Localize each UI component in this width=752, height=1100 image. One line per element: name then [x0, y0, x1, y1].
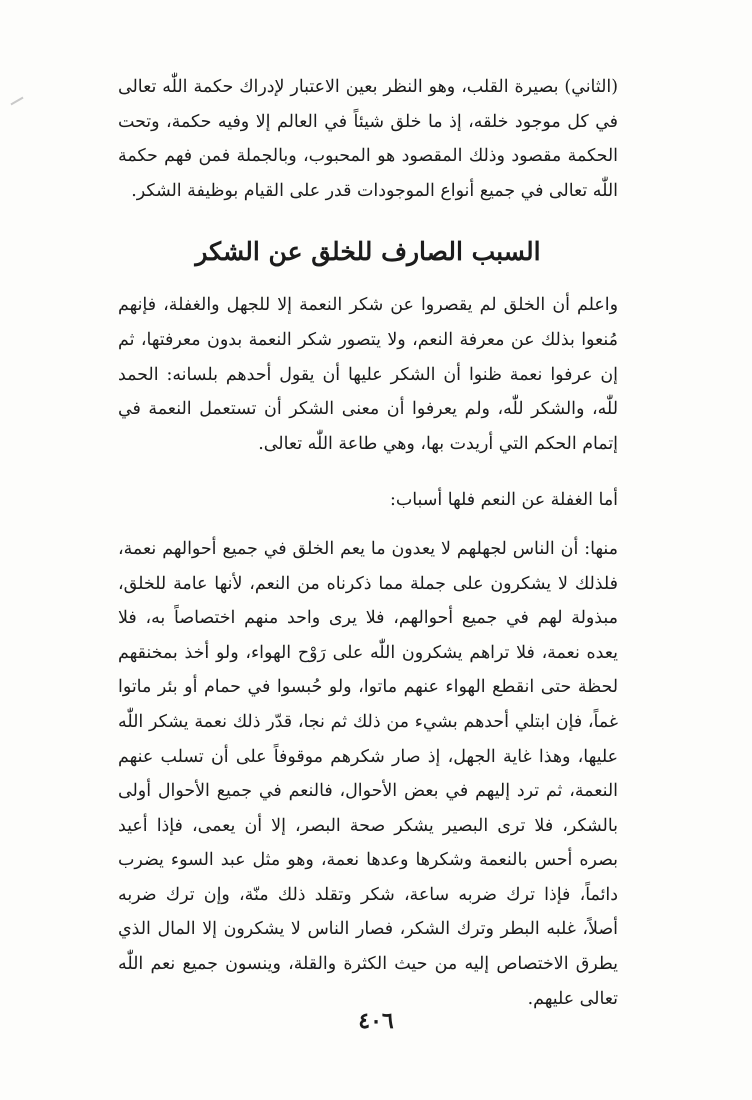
section-heading: السبب الصارف للخلق عن الشكر — [195, 237, 541, 267]
margin-mark — [10, 97, 23, 106]
paragraph-causes-intro: أما الغفلة عن النعم فلها أسباب: — [389, 490, 618, 511]
page-body — [118, 70, 618, 1016]
paragraph-cause-one: منها: أن الناس لجهلهم لا يعدون ما يعم الخلق في جميع أحوالهم نعمة، فلذلك لا يشكرون على جملة مما ذكرناه من النعم، لأنها عامة للخلق، مبذولة لهم في جميع أحوالهم، فلا يرى واحد منهم اختصاصاً به، فلا يعده نعمة، فلا تراهم يشكرون اللّٰه على رَوْح الهواء، ولو أخذ بمخنقهم لحظة حتى انقطع الهواء عنهم ماتوا، ولو حُبسوا في حمام أو بئر ماتوا غماً، فإن ابتلي أحدهم بشيء من ذلك ثم نجا، قدّر ذلك نعمة يشكر اللّٰه عليها، وهذا غاية الجهل، إذ صار شكرهم موقوفاً على أن تسلب عنهم النعمة، ثم ترد إليهم في بعض الأحوال، فالنعم في جميع الأحوال أولى بالشكر، فلا ترى البصير يشكر صحة البصر، إلا أن يعمى، فإذا أعيد بصره أحس بالنعمة وشكرها وعدها نعمة، وهو مثل عبد السوء يضرب دائماً، فإذا ترك ضربه ساعة، شكر وتقلد ذلك منّة، وإن ترك ضربه أصلاً، غلبه البطر وترك الشكر، فصار الناس لا يشكرون إلا المال الذي يطرق الاختصاص إليه من حيث الكثرة والقلة، وينسون جميع نعم اللّٰه تعالى عليهم. — [118, 538, 618, 1009]
page-number: ٤٠٦ — [358, 1008, 394, 1034]
paragraph-intro: (الثاني) بصيرة القلب، وهو النظر بعين الاعتبار لإدراك حكمة اللّٰه تعالى في كل موجود خلقه، إذ ما خلق شيئاً في العالم إلا وفيه حكمة، وتحت الحكمة مقصود وذلك المقصود هو المحبوب، وبالجملة فمن فهم حكمة اللّٰه تعالى في جميع أنواع الموجودات قدر على القيام بوظيفة الشكر. — [118, 77, 618, 201]
paragraph-section: واعلم أن الخلق لم يقصروا عن شكر النعمة إلا للجهل والغفلة، فإنهم مُنعوا بذلك عن معرفة النعم، ولا يتصور شكر النعمة بدون معرفتها، ثم إن عرفوا نعمة ظنوا أن الشكر عليها أن يقول أحدهم بلسانه: الحمد للّٰه، والشكر للّٰه، ولم يعرفوا أن معنى الشكر أن تستعمل النعمة في إتمام الحكم التي أريدت بها، وهي طاعة اللّٰه تعالى. — [118, 295, 618, 454]
